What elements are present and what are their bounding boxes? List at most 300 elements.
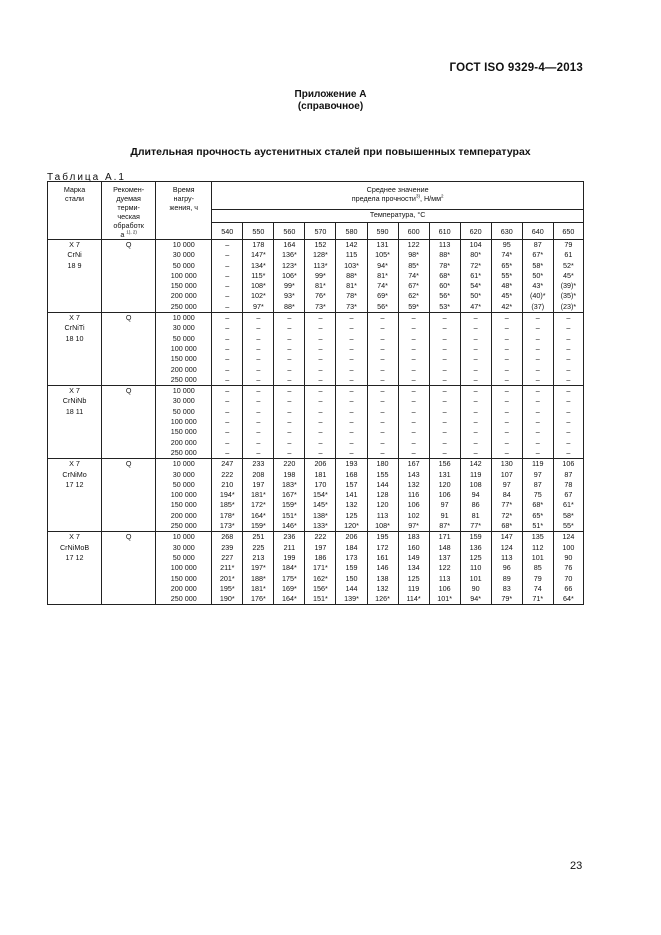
strength-value: 115* [251,270,266,280]
strength-value: 151* [313,594,328,604]
loading-time-value: 50 000 [172,406,195,416]
strength-column [460,313,491,386]
strength-value: – [318,343,323,353]
temperature-cell: 640 [522,223,553,240]
strength-value: – [225,406,230,416]
strength-value: 122 [407,240,420,249]
strength-value: – [349,313,354,323]
strength-value: – [318,333,323,343]
strength-value: 85 [533,563,542,573]
loading-time-value: 100 000 [170,563,197,573]
table-label: Таблица А.1 [47,172,126,183]
strength-column [212,240,243,313]
strength-value: – [442,354,447,364]
strength-value: – [318,323,323,333]
strength-value: 157 [345,479,358,489]
strength-column [243,240,274,313]
strength-column [212,532,243,605]
header-treatment-text: терми- [117,203,140,212]
strength-value: – [504,364,509,374]
strength-column [522,313,553,386]
strength-value: 206 [345,532,358,542]
strength-value: – [535,323,540,333]
heat-treatment: Q [102,313,156,386]
strength-value: – [287,364,292,374]
strength-value: 164* [282,594,297,604]
strength-value: – [380,313,385,323]
strength-value: – [318,364,323,374]
strength-value: – [411,333,416,343]
strength-value: – [504,447,509,457]
strength-value: 156* [313,583,328,593]
strength-value: 65* [532,510,544,520]
strength-value: – [349,354,354,364]
strength-value: – [566,354,571,364]
header-strength-unit: , Н/мм [419,194,442,203]
strength-value: – [349,396,354,406]
strength-value: 59* [408,301,419,311]
strength-value: – [380,333,385,343]
strength-value: – [380,447,385,457]
strength-value: – [473,343,478,353]
strength-value: 148 [438,542,451,552]
strength-value: – [473,374,478,384]
loading-time-value: 250 000 [170,447,197,457]
strength-value: – [535,343,540,353]
strength-value: – [411,396,416,406]
strength-value: – [349,323,354,333]
loading-time-value: 10 000 [172,459,195,469]
strength-value: 190* [219,594,235,604]
strength-value: 55* [563,521,574,531]
header-treatment-line [102,203,155,212]
strength-value: – [504,343,509,353]
strength-column [429,459,460,532]
strength-value: 211* [220,563,235,573]
loading-time-value: 100 000 [170,270,197,280]
strength-value: – [256,406,261,416]
strength-value: 103* [344,260,359,270]
strength-value: – [504,374,509,384]
strength-value: 154* [313,490,328,500]
steel-grade-line: X 7 [69,313,80,323]
strength-value: 81* [377,270,388,280]
strength-value: 222 [314,532,327,542]
strength-value: 79 [564,240,573,249]
strength-column [212,313,243,386]
strength-value: – [411,374,416,384]
strength-value: 67 [564,490,573,500]
strength-value: 56* [439,291,451,301]
strength-column [398,532,429,605]
strength-value: 181* [250,583,266,593]
strength-value: – [504,323,509,333]
strength-value: – [442,417,447,427]
header-treatment-text: ческая [117,212,140,221]
strength-value: 220 [283,459,296,469]
steel-grade-line: 17 12 [65,479,84,489]
annex-subtitle: (справочное) [297,101,364,112]
strength-value: – [473,427,478,437]
strength-value: 162* [313,573,328,583]
strength-value: – [225,374,230,384]
strength-value: 197* [250,563,266,573]
loading-time [156,532,212,605]
strength-value: 197 [252,479,265,489]
loading-time-value: 50 000 [172,333,195,343]
strength-value: – [504,406,509,416]
strength-value: 88* [284,301,295,311]
strength-value: 68* [532,500,544,510]
temperature-cell: 580 [336,223,367,240]
strength-value: – [442,374,447,384]
strength-value: – [442,396,447,406]
strength-value: 198 [283,469,296,479]
strength-value: 144 [376,479,389,489]
page-number: 23 [570,860,583,872]
strength-value: 74* [377,281,388,291]
header-treatment [102,182,156,240]
strength-value: 106 [438,490,451,500]
strength-value: – [349,417,354,427]
loading-time-value: 150 000 [170,354,197,364]
strength-value: 43* [532,281,544,291]
strength-value: 160 [407,542,420,552]
strength-value: 183* [282,479,297,489]
heat-treatment: Q [102,459,156,532]
strength-column [553,240,583,313]
strength-value: 97 [502,479,511,489]
steel-grade-line: 18 9 [67,260,82,270]
strength-value: – [566,313,571,323]
strength-value: – [256,417,261,427]
strength-value: 131 [376,240,389,249]
header-time-line: нагру- [173,194,194,203]
strength-value: 105* [375,250,390,260]
strength-value: 227 [221,552,234,562]
loading-time-value: 10 000 [172,240,195,249]
strength-value: – [225,301,230,311]
strength-value: – [225,447,230,457]
strength-value: 159* [282,500,297,510]
header-strength-line [212,194,583,203]
header-time-line: Время [172,185,195,194]
strength-value: 195 [376,532,389,542]
strength-value: 50* [470,291,482,301]
loading-time-value: 30 000 [172,396,195,406]
strength-column [553,459,583,532]
strength-value: – [473,406,478,416]
strength-column [429,386,460,459]
strength-column [522,532,553,605]
strength-value: 45* [501,291,513,301]
strength-value: 184 [345,542,358,552]
strength-value: – [380,437,385,447]
strength-value: – [535,386,540,396]
strength-value: 94* [377,260,388,270]
strength-value: 251 [252,532,265,542]
strength-value: – [504,417,509,427]
table-row [48,313,584,386]
loading-time-value: 100 000 [170,417,197,427]
strength-value: 66 [564,583,573,593]
strength-value: – [349,364,354,374]
strength-value: 188* [250,573,266,583]
standard-designation: ГОСТ ISO 9329-4—2013 [449,62,583,74]
steel-grade-line: CrNiNb [62,396,87,406]
strength-value: – [442,406,447,416]
strength-value: – [287,396,292,406]
strength-value: – [318,417,323,427]
strength-column [274,313,305,386]
strength-value: 68* [439,270,451,280]
strength-column [429,313,460,386]
header-treatment-text: а [120,230,125,239]
strength-value: – [287,343,292,353]
strength-value: 73* [346,301,357,311]
strength-value: 186 [314,552,327,562]
strength-column [367,386,398,459]
strength-value: 136 [469,542,482,552]
loading-time-value: 250 000 [170,301,197,311]
loading-time-value: 250 000 [170,374,197,384]
table-row [48,532,584,605]
strength-value: 50* [532,270,544,280]
strength-value: 143 [407,469,420,479]
strength-value: 65* [501,260,513,270]
strength-value: – [225,417,230,427]
strength-value: – [225,260,230,270]
strength-value: – [411,437,416,447]
strength-value: 114* [406,594,421,604]
strength-value: 74 [533,583,542,593]
strength-value: – [380,364,385,374]
temperature-cell: 570 [305,223,336,240]
temperature-cell: 630 [491,223,522,240]
strength-value: (35)* [560,291,577,301]
strength-value: – [504,354,509,364]
strength-value: – [566,374,571,384]
strength-value: 146 [376,563,389,573]
strength-value: 79 [533,573,542,583]
steel-grade-line: X 7 [69,532,80,542]
strength-value: 213 [252,552,265,562]
strength-value: 81 [471,510,480,520]
strength-value: – [256,427,261,437]
loading-time [156,459,212,532]
loading-time [156,386,212,459]
heat-treatment: Q [102,532,156,605]
strength-column [491,532,522,605]
strength-value: 70 [564,573,573,583]
strength-value: 141 [345,490,358,500]
strength-value: 64* [563,594,574,604]
strength-value: – [256,343,261,353]
strength-value: 119 [469,469,482,479]
strength-value: 73* [315,301,326,311]
steel-grade [48,532,102,605]
loading-time-value: 10 000 [172,313,195,323]
strength-column [243,532,274,605]
strength-value: 134 [407,563,420,573]
strength-value: – [349,343,354,353]
steel-grade-line: X 7 [69,240,80,249]
strength-value: – [566,447,571,457]
strength-value: – [380,396,385,406]
strength-value: 168 [345,469,358,479]
strength-value: – [535,364,540,374]
strength-value: – [473,396,478,406]
strength-value: – [442,427,447,437]
strength-value: 128* [313,250,328,260]
strength-value: – [411,406,416,416]
header-treatment-text: обработк [113,221,144,230]
strength-value: 123* [282,260,297,270]
strength-value: 87 [533,479,542,489]
strength-value: 193 [345,459,358,469]
steel-grade-line: X 7 [69,386,80,396]
strength-value: 101* [437,594,453,604]
strength-value: 58* [532,260,544,270]
strength-value: 87 [564,469,573,479]
strength-value: 210 [221,479,234,489]
strength-value: – [411,427,416,437]
strength-value: 132 [345,500,358,510]
strength-column [460,386,491,459]
strength-column [274,532,305,605]
strength-value: – [380,343,385,353]
strength-value: 88* [346,270,357,280]
temperature-cell: 560 [274,223,305,240]
strength-value: – [318,427,323,437]
strength-value: 122 [438,563,451,573]
strength-value: 69* [377,291,388,301]
strength-value: 113 [438,240,451,249]
strength-value: 108* [375,521,390,531]
strength-value: 171* [313,563,328,573]
strength-column [491,459,522,532]
strength-value: – [535,313,540,323]
loading-time-value: 200 000 [170,364,197,374]
strength-value: 78* [439,260,451,270]
strength-value: 62* [408,291,419,301]
header-temperature: Температура, °С [212,210,584,223]
header-grade-line: стали [65,194,85,203]
strength-value: 125 [345,510,358,520]
steel-grade-line: X 7 [69,459,80,469]
strength-value: – [256,396,261,406]
strength-value: – [504,437,509,447]
strength-value: 81* [315,281,326,291]
table-row [48,459,584,532]
strength-column [460,240,491,313]
strength-column [243,459,274,532]
strength-column [212,459,243,532]
strength-value: 61* [470,270,482,280]
strength-value: 136* [282,250,297,260]
strength-value: 176* [250,594,266,604]
strength-value: – [349,427,354,437]
strength-value: 159 [469,532,482,542]
strength-value: – [287,333,292,343]
header-treatment-text: дуемая [116,194,141,203]
strength-column [553,532,583,605]
strength-value: 61 [564,250,573,260]
strength-value: 68* [501,521,513,531]
strength-value: 132 [376,583,389,593]
strength-value: – [442,343,447,353]
strength-value: – [256,364,261,374]
strength-value: 211 [283,542,296,552]
strength-value: 159* [250,521,266,531]
strength-value: 135 [531,532,544,542]
strength-column [305,313,336,386]
strength-value: – [473,437,478,447]
strength-value: 225 [252,542,265,552]
steel-grade-line: CrNi [67,250,82,260]
strength-value: 67* [532,250,544,260]
strength-column [336,459,367,532]
strength-value: – [318,386,323,396]
strength-column [491,240,522,313]
strength-column [491,386,522,459]
strength-value: – [473,386,478,396]
loading-time [156,313,212,386]
strength-value: – [380,354,385,364]
strength-value: 56* [377,301,388,311]
strength-column [367,532,398,605]
strength-value: 128 [376,490,389,500]
strength-value: – [566,396,571,406]
loading-time-value: 100 000 [170,490,197,500]
strength-value: 54* [470,281,482,291]
header-row [48,182,584,210]
strength-value: 239 [221,542,234,552]
loading-time-value: 100 000 [170,343,197,353]
loading-time-value: 250 000 [170,594,197,604]
strength-value: 125 [407,573,420,583]
strength-value: – [287,406,292,416]
strength-value: 97* [252,301,264,311]
header-treatment-line [102,194,155,203]
strength-column [274,240,305,313]
strength-value: – [442,386,447,396]
strength-value: 268 [221,532,234,542]
strength-value: – [380,374,385,384]
strength-value: – [504,333,509,343]
strength-value: 137 [438,552,451,562]
strength-value: 106 [407,500,420,510]
strength-value: (23)* [560,301,577,311]
strength-value: 77* [501,500,513,510]
strength-value: 169* [282,583,297,593]
strength-value: 106* [282,270,297,280]
strength-value: 120 [376,500,389,510]
strength-column [367,313,398,386]
temperature-cell: 590 [367,223,398,240]
loading-time-value: 200 000 [170,291,197,301]
strength-value: – [225,437,230,447]
strength-value: – [380,406,385,416]
strength-value: – [318,313,323,323]
strength-column [491,313,522,386]
header-treatment-line [102,230,155,239]
strength-value: 93* [284,291,295,301]
strength-value: – [504,386,509,396]
strength-value: – [349,437,354,447]
strength-value: 53* [439,301,451,311]
strength-value: 99* [284,281,295,291]
